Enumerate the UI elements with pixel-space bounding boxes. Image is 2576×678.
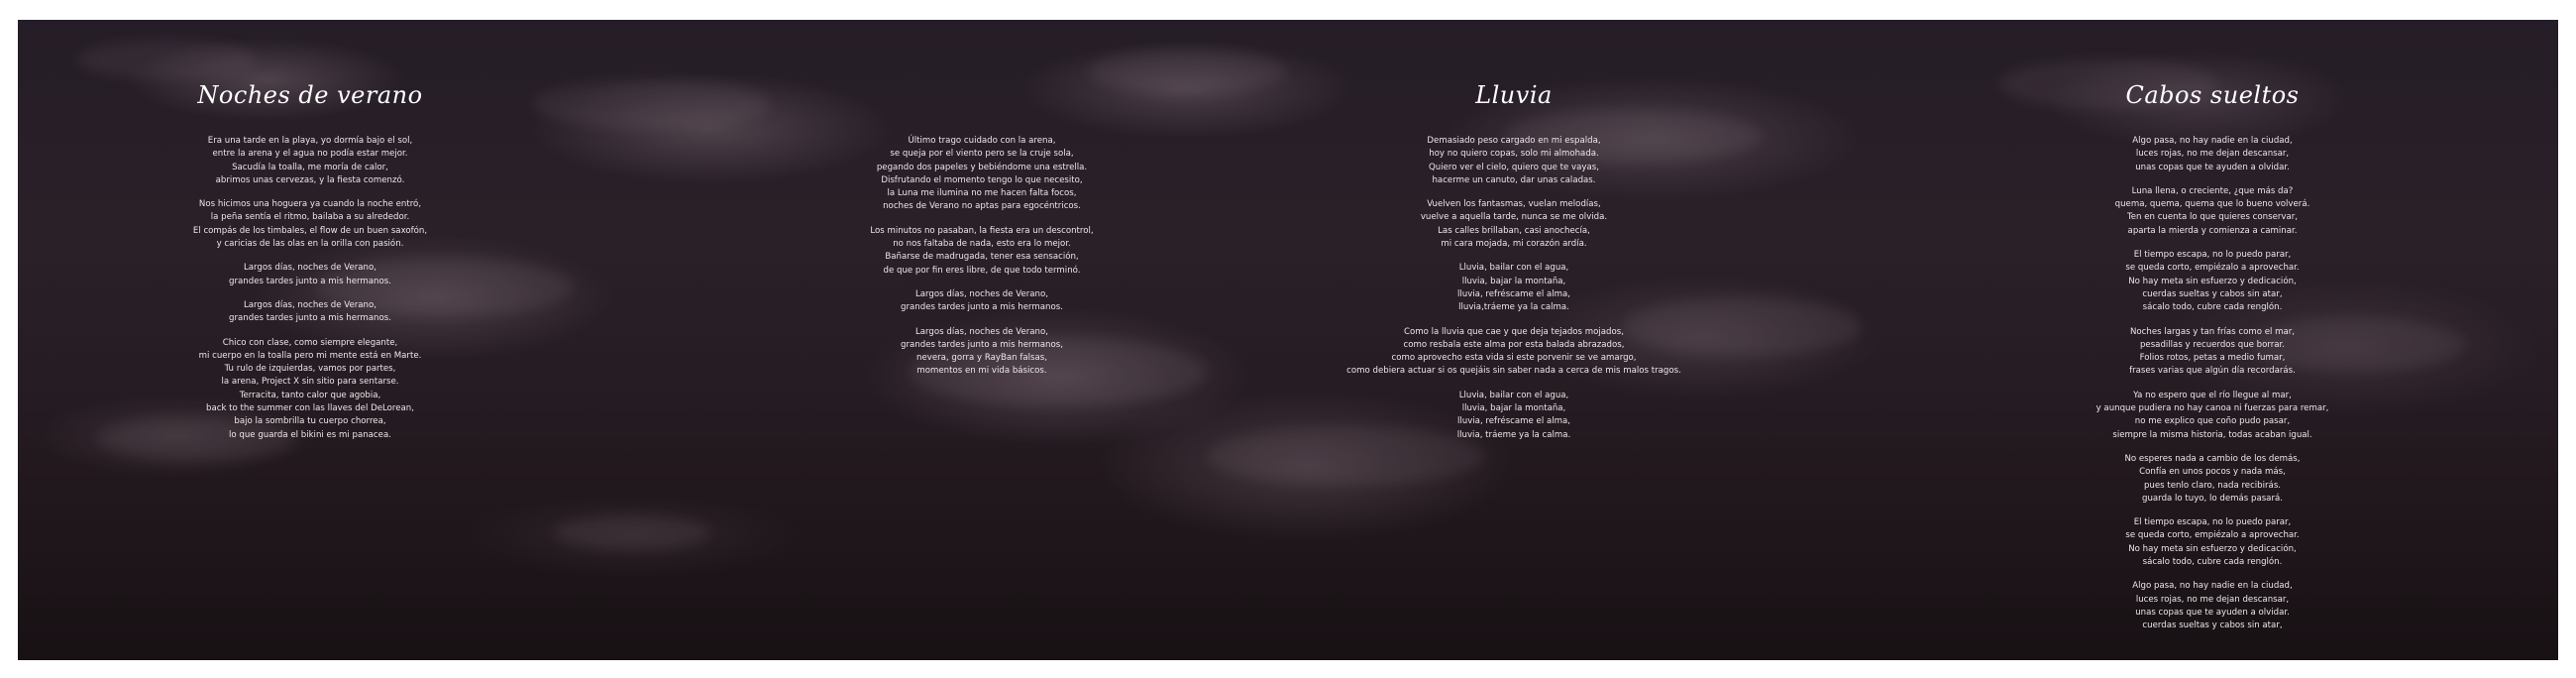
poem-line: Luna llena, o creciente, ¿que más da?: [2131, 185, 2294, 196]
poem-line: Vuelven los fantasmas, vuelan melodías,: [1427, 199, 1601, 210]
poem-title: Lluvia: [1475, 81, 1553, 109]
poem-line: El compás de los timbales, el flow de un buen saxofón,: [192, 225, 428, 236]
poem-line: Largos días, noches de Verano,: [915, 288, 1048, 299]
stanza: [1341, 198, 1687, 251]
poem-line: Algo pasa, no hay nadie en la ciudad,: [2132, 581, 2293, 592]
poem-line: la arena, Project X sin sitio para sentarse.: [221, 377, 399, 388]
poem-line: como aprovecho esta vida si este porvenir se ve amargo,: [1391, 353, 1637, 364]
poem-line: Largos días, noches de Verano,: [244, 263, 376, 274]
poem-line: grandes tardes junto a mis hermanos.: [901, 302, 1063, 313]
stanza: [2049, 135, 2376, 174]
poem-line: No hay meta sin esfuerzo y dedicación,: [2128, 276, 2297, 286]
stanza: [2049, 390, 2376, 442]
poem-lluvia: [1341, 20, 1687, 453]
stanza: [833, 225, 1130, 278]
poem-line: luces rojas, no me dejan descansar,: [2135, 594, 2290, 605]
night-sky-panel: [18, 20, 2558, 660]
poem-line: unas copas que te ayuden a olvidar.: [2135, 162, 2290, 172]
stanza: [161, 198, 459, 251]
poem-line: Ya no espero que el río llegue al mar,: [2133, 390, 2292, 400]
poem-line: no me explico que coño pudo pasar,: [2134, 416, 2291, 427]
stanza: [161, 262, 459, 288]
poem-line: no nos faltaba de nada, esto era lo mejor.: [893, 239, 1071, 250]
poem-line: lluvia,tráeme ya la calma.: [1458, 302, 1569, 313]
poem-line: luces rojas, no me dejan descansar,: [2135, 149, 2290, 160]
poem-line: Algo pasa, no hay nadie en la ciudad,: [2132, 136, 2293, 146]
poem-title: Noches de verano: [197, 81, 423, 109]
poem-line: y aunque pudiera no hay canoa ni fuerzas para remar,: [2095, 403, 2329, 414]
cloud: [533, 79, 771, 129]
stanza: [833, 135, 1130, 214]
poem-line: la Luna me ilumina no me hacen falta focos,: [887, 188, 1077, 199]
poem-line: Último trago cuidado con la arena,: [908, 136, 1056, 146]
poem-line: como resbala este alma por esta balada abrazados,: [1403, 339, 1625, 350]
poem-line: aparta la mierda y comienza a caminar.: [2127, 225, 2298, 236]
poem-title: Cabos sueltos: [2125, 81, 2300, 109]
poem-line: como debiera actuar si os quejáis sin saber nada a cerca de mis malos tragos.: [1346, 366, 1681, 377]
poem-line: lo que guarda el bikini es mi panacea.: [229, 429, 391, 440]
poem-line: pues tenlo claro, nada recibirás.: [2143, 480, 2282, 491]
stanza: [1341, 135, 1687, 187]
stanza: [2049, 516, 2376, 569]
poem-line: Terracita, tanto calor que agobia,: [239, 390, 381, 400]
poem-line: Las calles brillaban, casi anochecía,: [1438, 225, 1590, 236]
poem-line: lluvia, bajar la montaña,: [1461, 403, 1566, 414]
poem-cabos-sueltos: [2049, 20, 2376, 644]
stanza: [1341, 326, 1687, 379]
poem-line: se queda corto, empiézalo a aprovechar.: [2125, 530, 2300, 541]
poem-line: noches de Verano no aptas para egocéntricos.: [883, 201, 1081, 212]
poem-line: bajo la sombrilla tu cuerpo chorrea,: [234, 416, 386, 427]
poem-line: la peña sentía el ritmo, bailaba a su alrededor.: [210, 212, 410, 223]
poem-line: frases varias que algún día recordarás.: [2129, 366, 2296, 377]
poem-line: Lluvia, bailar con el agua,: [1458, 390, 1569, 400]
poem-line: El tiempo escapa, no lo puedo parar,: [2133, 250, 2292, 261]
stanza: [833, 288, 1130, 315]
poem-line: momentos en mi vida básicos.: [916, 366, 1047, 377]
stanza: [161, 337, 459, 442]
poem-line: Los minutos no pasaban, la fiesta era un descontrol,: [870, 225, 1094, 236]
poem-line: Demasiado peso cargado en mi espalda,: [1427, 136, 1601, 146]
poem-line: Quiero ver el cielo, quiero que te vayas,: [1429, 162, 1599, 172]
poem-line: se queda corto, empiézalo a aprovechar.: [2125, 263, 2300, 274]
stanza: [161, 135, 459, 187]
poem-line: grandes tardes junto a mis hermanos,: [901, 339, 1063, 350]
stanza: [2049, 326, 2376, 379]
poem-continuation: [833, 20, 1130, 390]
poem-line: vuelve a aquella tarde, nunca se me olvida.: [1420, 212, 1608, 223]
stanza: [2049, 580, 2376, 632]
poem-line: No hay meta sin esfuerzo y dedicación,: [2128, 543, 2297, 554]
poem-line: nevera, gorra y RayBan falsas,: [916, 353, 1047, 364]
poem-line: se queja por el viento pero se la cruje sola,: [890, 149, 1074, 160]
poem-line: abrimos unas cervezas, y la fiesta comenzó.: [215, 174, 405, 185]
poem-line: pesadillas y recuerdos que borrar.: [2139, 339, 2286, 350]
poem-line: Folios rotos, petas a medio fumar,: [2139, 353, 2286, 364]
poem-line: back to the summer con las llaves del DeLorean,: [206, 403, 414, 414]
poem-line: Sacudía la toalla, me moría de calor,: [232, 162, 388, 172]
poem-line: Era una tarde en la playa, yo dormía bajo el sol,: [207, 136, 413, 146]
poem-line: pegando dos papeles y bebiéndome una estrella.: [876, 162, 1088, 172]
poem-line: quema, quema, quema que lo bueno volverá.: [2114, 199, 2310, 210]
poem-line: grandes tardes junto a mis hermanos.: [229, 313, 391, 324]
poem-line: Disfrutando el momento tengo lo que necesito,: [881, 174, 1083, 185]
poem-line: unas copas que te ayuden a olvidar.: [2135, 607, 2290, 618]
poem-line: hacerme un canuto, dar unas caladas.: [1432, 174, 1596, 185]
poem-line: Tu rulo de izquierdas, vamos por partes,: [224, 364, 396, 375]
poem-line: Largos días, noches de Verano,: [915, 326, 1048, 337]
poem-line: Chico con clase, como siempre elegante,: [222, 337, 398, 348]
poem-line: guarda lo tuyo, lo demás pasará.: [2142, 493, 2283, 504]
cloud: [553, 515, 711, 550]
stanza: [1341, 262, 1687, 314]
poem-line: sácalo todo, cubre cada renglón.: [2142, 302, 2283, 313]
poem-line: Nos hicimos una hoguera ya cuando la noche entró,: [198, 199, 422, 210]
poem-line: lluvia, refréscame el alma,: [1456, 416, 1570, 427]
poem-line: Noches largas y tan frías como el mar,: [2129, 326, 2296, 337]
poem-line: Largos días, noches de Verano,: [244, 299, 376, 310]
poem-line: lluvia, refréscame el alma,: [1456, 288, 1570, 299]
poem-line: cuerdas sueltas y cabos sin atar,: [2142, 621, 2283, 631]
poem-line: mi cuerpo en la toalla pero mi mente está en Marte.: [198, 350, 422, 361]
poem-line: El tiempo escapa, no lo puedo parar,: [2133, 517, 2292, 528]
poem-line: hoy no quiero copas, solo mi almohada.: [1429, 149, 1599, 160]
stanza: [2049, 185, 2376, 238]
poem-line: siempre la misma historia, todas acaban igual.: [2112, 429, 2312, 440]
poem-line: Ten en cuenta lo que quieres conservar,: [2126, 212, 2299, 223]
poem-line: Como la lluvia que cae y que deja tejados mojados,: [1404, 326, 1624, 337]
stanza: [2049, 249, 2376, 314]
poem-line: y caricias de las olas en la orilla con pasión.: [216, 239, 404, 250]
poem-line: de que por fin eres libre, de que todo terminó.: [883, 265, 1081, 276]
poem-line: Lluvia, bailar con el agua,: [1458, 263, 1569, 274]
poem-line: No esperes nada a cambio de los demás,: [2124, 453, 2301, 464]
stanza: [2049, 453, 2376, 506]
poem-line: lluvia, bajar la montaña,: [1461, 276, 1566, 286]
poem-line: lluvia, tráeme ya la calma.: [1456, 429, 1571, 440]
poem-line: sácalo todo, cubre cada renglón.: [2142, 557, 2283, 568]
poem-line: entre la arena y el agua no podía estar mejor.: [212, 149, 408, 160]
stanza: [833, 326, 1130, 379]
poem-line: mi cara mojada, mi corazón ardía.: [1441, 239, 1587, 250]
stanza: [1341, 390, 1687, 442]
poem-line: cuerdas sueltas y cabos sin atar,: [2142, 288, 2283, 299]
poem-line: grandes tardes junto a mis hermanos.: [229, 276, 391, 286]
stanza: [161, 299, 459, 326]
poem-noches-de-verano: [161, 20, 459, 453]
poem-line: Bañarse de madrugada, tener esa sensación,: [885, 252, 1079, 263]
poem-line: Confía en unos pocos y nada más,: [2139, 467, 2286, 478]
